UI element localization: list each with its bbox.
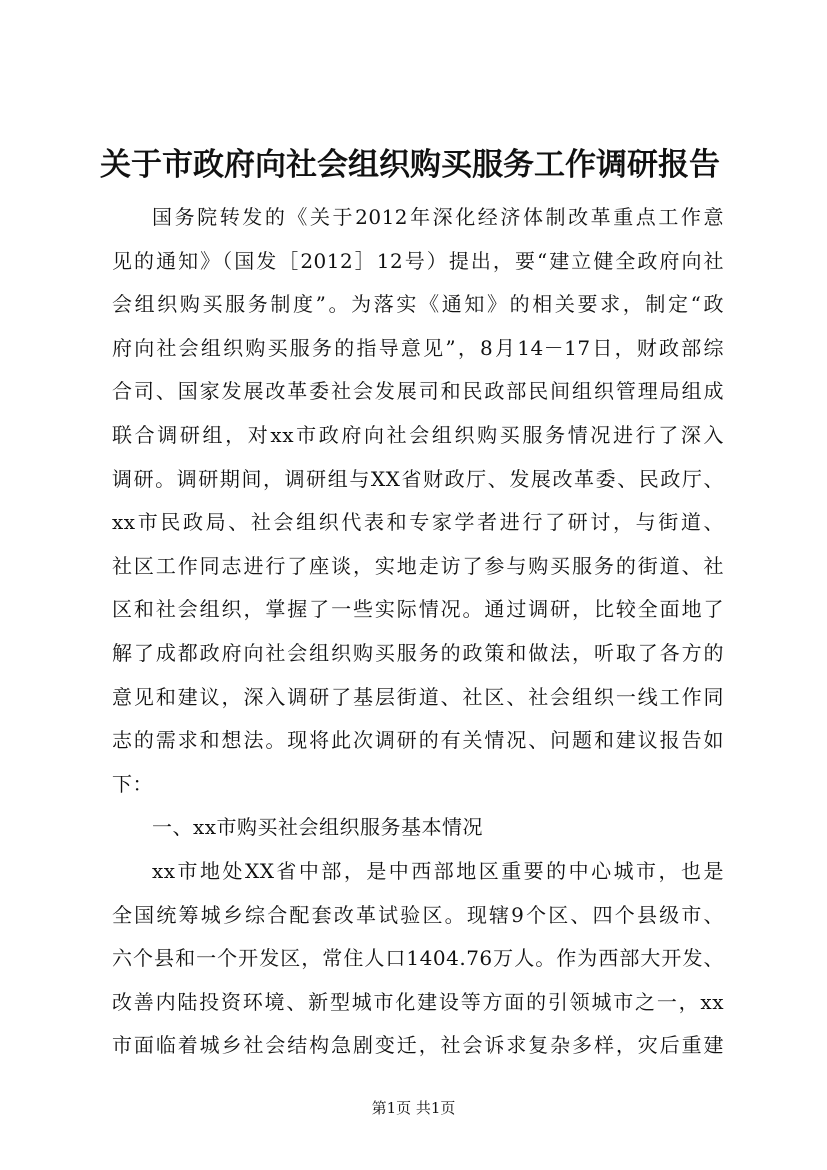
page-footer: 第1页 共1页 — [371, 1099, 456, 1117]
paragraph-1-line-9: 社区工作同志进行了座谈，实地走访了参与购买服务的街道、社 — [112, 553, 724, 578]
paragraph-1-line-7: 调研。调研期间，调研组与XX省财政厅、发展改革委、民政厅、 — [112, 466, 724, 491]
paragraph-1-line-8: xx市民政局、社会组织代表和专家学者进行了研讨，与街道、 — [112, 510, 724, 535]
document-body — [112, 196, 724, 1068]
paragraph-1-line-6: 联合调研组，对xx市政府向社会组织购买服务情况进行了深入 — [112, 422, 724, 447]
paragraph-1-line-1: 国务院转发的《关于2012年深化经济体制改革重点工作意 — [152, 205, 724, 229]
paragraph-2-line-5: 市面临着城乡社会结构急剧变迁，社会诉求复杂多样，灾后重建 — [112, 1033, 724, 1058]
paragraph-2-line-1: xx市地处XX省中部，是中西部地区重要的中心城市，也是 — [152, 858, 724, 883]
document-title: 关于市政府向社会组织购买服务工作调研报告 — [100, 147, 720, 183]
paragraph-2-line-2: 全国统筹城乡综合配套改革试验区。现辖9个区、四个县级市、 — [112, 902, 724, 927]
paragraph-1-line-12: 意见和建议，深入调研了基层街道、社区、社会组织一线工作同 — [112, 684, 724, 709]
paragraph-1-line-10: 区和社会组织，掌握了一些实际情况。通过调研，比较全面地了 — [112, 597, 724, 622]
paragraph-1-line-13: 志的需求和想法。现将此次调研的有关情况、问题和建议报告如 — [112, 728, 724, 753]
paragraph-2-line-4: 改善内陆投资环境、新型城市化建设等方面的引领城市之一，xx — [112, 989, 724, 1014]
paragraph-1-line-5: 合司、国家发展改革委社会发展司和民政部民间组织管理局组成 — [112, 379, 724, 404]
paragraph-1-line-2: 见的通知》（国发［2012］12号）提出，要“建立健全政府向社 — [112, 248, 724, 273]
paragraph-2-line-3: 六个县和一个开发区，常住人口1404.76万人。作为西部大开发、 — [112, 946, 724, 971]
section-heading-1: 一、xx市购买社会组织服务基本情况 — [152, 815, 484, 840]
paragraph-1-line-14: 下： — [112, 771, 153, 796]
paragraph-1-line-4: 府向社会组织购买服务的指导意见”，8月14－17日，财政部综 — [112, 335, 724, 360]
paragraph-1-line-11: 解了成都政府向社会组织购买服务的政策和做法，听取了各方的 — [112, 640, 724, 665]
paragraph-1-line-3: 会组织购买服务制度”。为落实《通知》的相关要求，制定“政 — [112, 292, 724, 317]
